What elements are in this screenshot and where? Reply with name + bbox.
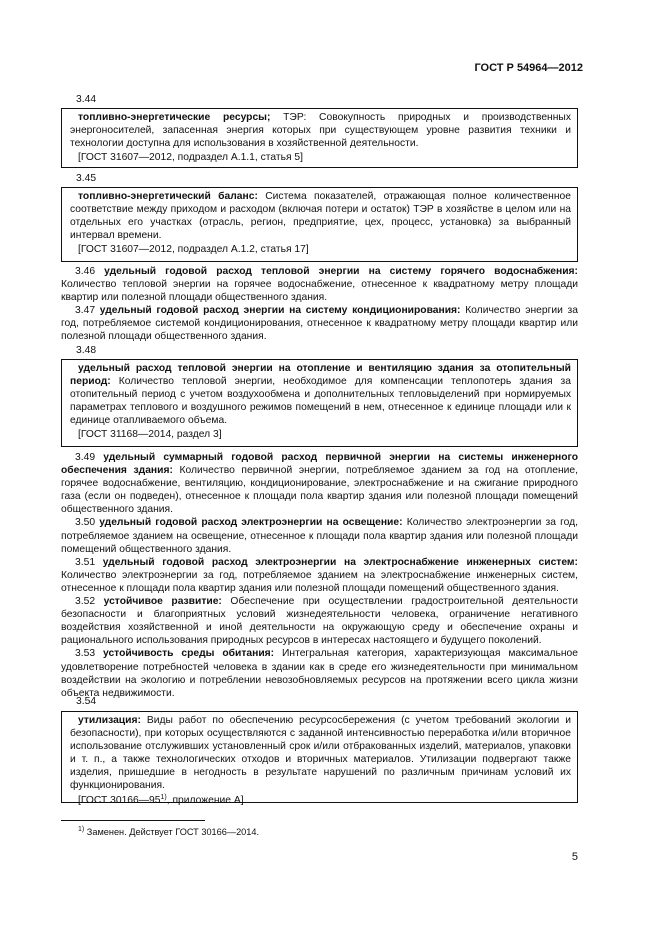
definition-3-49: 3.49 удельный суммарный годовой расход первичной энергии на системы инженерного обеспечения здания: Количество первичной энергии, потребляемое зданием за год на отопление, горячее водоснабжение, вентиляцию, кондиционирование, электроснабжение и на сжигание природного газа (если он подведен), отнесенное к площади пола квартир здания или полезной площади помещений общественного здания.	[61, 452, 578, 516]
term: удельный расход тепловой энергии на отопление и вентиляцию здания за отопительный период:	[70, 363, 571, 388]
definition-3-51: 3.51 удельный годовой расход электроэнергии на электроснабжение инженерных систем: Количество электроэнергии за год, потребляемое зданием на электроснабжение инженерных систем, отнесенное к площади пола квартир здания или полезной площади помещений общественного здания.	[61, 556, 578, 594]
term-box-3-54	[61, 711, 578, 806]
term-source: [ГОСТ 31607—2012, подраздел А.1.1, статья 5]	[78, 152, 303, 164]
term-definition: топливно-энергетические ресурсы; ТЭР: Совокупность природных и производственных энергоносителей, запасенная энергия которых при существующем уровне развития техники и технологии доступна для использования в хозяйственной деятельности.	[70, 112, 571, 150]
entry-number: 3.48	[76, 345, 97, 356]
term: топливно-энергетические ресурсы;	[78, 112, 271, 123]
term-source: [ГОСТ 31168—2014, раздел 3]	[78, 429, 222, 441]
term-definition: утилизация: Виды работ по обеспечению ресурсосбережения (с учетом требований экологии и безопасности), при которых осуществляются с заданной интенсивностью переработка и/или вторичное использование отслуживших установленный срок и/или отбракованных изделий, материалов, упаковки и т. п., а также технологических отходов и вторичных материалов. Утилизации подвергают также изделия, пришедшие в негодность в результате нарушений по различным причинам условий их функционирования.	[70, 715, 571, 792]
term: утилизация:	[78, 715, 141, 726]
term-box-3-44	[61, 108, 578, 168]
footnote-ref: 1)	[160, 793, 167, 801]
definition-3-52: 3.52 устойчивое развитие: Обеспечение при осуществлении градостроительной деятельности безопасности и благоприятных условий жизнедеятельности человека, ограничение негативного воздействия хозяйственной и иной деятельности на окружающую среду и обеспечение охраны и рационального использования природных ресурсов в интересах настоящего и будущего поколений.	[61, 596, 578, 647]
term: топливно-энергетический баланс:	[78, 191, 258, 202]
entry-number: 3.54	[76, 696, 97, 707]
footnote-marker: 1)	[78, 826, 85, 833]
document-code-header: ГОСТ Р 54964—2012	[474, 62, 583, 74]
entry-number: 3.45	[76, 173, 97, 184]
definition-3-53: 3.53 устойчивость среды обитания: Интегральная категория, характеризующая максимальное удовлетворение потребностей человека в здании как в среде его жизнедеятельности при минимальном воздействии на экологию и потреблении невозобновляемых ресурсов на протяжении всего цикла жизни объекта недвижимости.	[61, 648, 578, 699]
definition-3-50: 3.50 удельный годовой расход электроэнергии на освещение: Количество электроэнергии за год, потребляемое зданием на освещение, отнесенное к площади пола квартир здания или полезной площади помещений общественного здания.	[61, 517, 578, 555]
page-number: 5	[571, 851, 578, 863]
footnote: $^{1)}$ Заменен. Действует ГОСТ 30166—2014.	[78, 826, 260, 837]
term-definition: топливно-энергетический баланс: Система показателей, отражающая полное количественное соответствие между приходом и расходом (включая потери и остаток) ТЭР в хозяйстве в целом или на отдельных его участках (отрасль, регион, предприятие, цех, процесс, установка) за выбранный интервал времени.	[70, 191, 571, 242]
entry-number: 3.44	[76, 94, 97, 105]
definition-3-47: 3.47 удельный годовой расход энергии на систему кондиционирования: Количество энергии за год, потребляемое системой кондиционирования, отнесенное к квадратному метру площади квартир или полезной площади общественного здания.	[61, 305, 578, 343]
term-box-3-48	[61, 359, 578, 447]
footnote-divider	[61, 820, 205, 821]
definitions-3-46-3-47	[61, 265, 578, 344]
term-definition: удельный расход тепловой энергии на отопление и вентиляцию здания за отопительный период: Количество тепловой энергии, необходимое для компенсации теплопотерь здания за отопительный период с учетом воздухообмена и дополнительных тепловыделений при нормируемых параметрах теплового и воздушного режимов помещений в нем, отнесенное к единице площади или к единице отапливаемого объема.	[70, 363, 571, 427]
definitions-3-49-3-53	[61, 451, 578, 700]
term-source: [ГОСТ 30166—95$^{1)}$, приложение А]	[78, 793, 244, 806]
term-box-3-45	[61, 187, 578, 262]
term-source: [ГОСТ 31607—2012, подраздел А.1.2, статья 17]	[78, 244, 309, 256]
definition-3-46: 3.46 удельный годовой расход тепловой энергии на систему горячего водоснабжения: Количество тепловой энергии на горячее водоснабжение, отнесенное к квадратному метру площади квартир или полезной площади общественного здания.	[61, 266, 578, 304]
